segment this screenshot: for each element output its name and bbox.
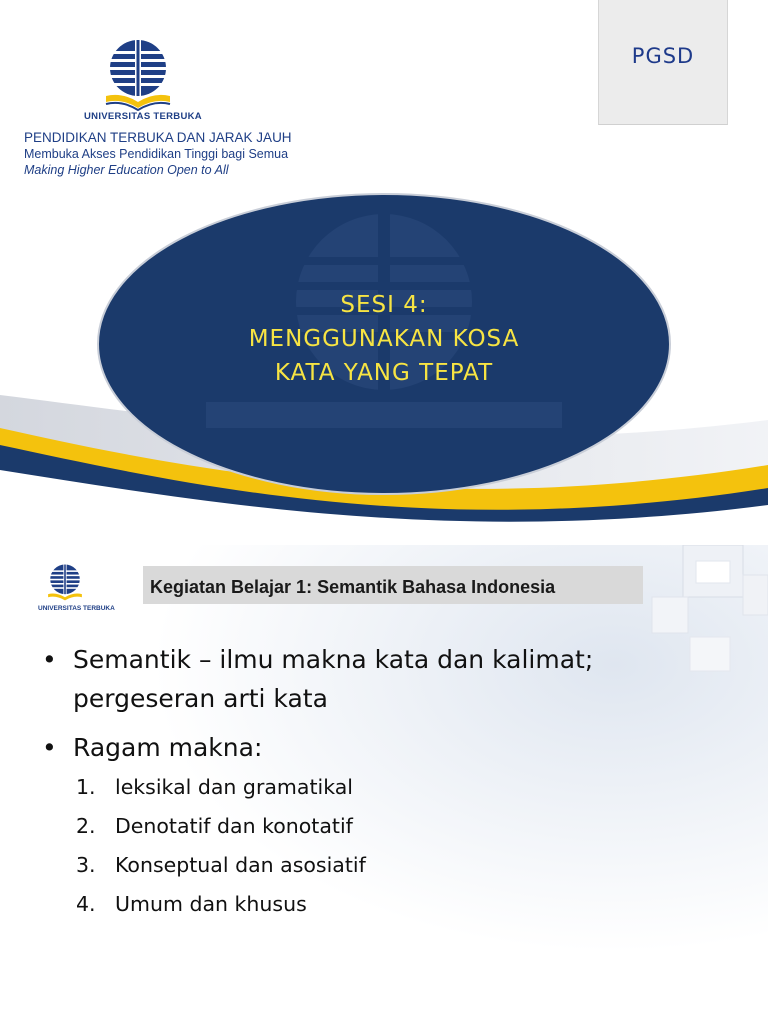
tagline-main: PENDIDIKAN TERBUKA DAN JARAK JAUH bbox=[24, 130, 292, 145]
university-name: UNIVERSITAS TERBUKA bbox=[84, 111, 202, 122]
numbered-item bbox=[76, 807, 676, 846]
item-text: Denotatif dan konotatif bbox=[115, 814, 353, 838]
item-number: 1. bbox=[76, 775, 96, 799]
universitas-terbuka-logo-icon bbox=[102, 38, 174, 112]
tagline-english: Making Higher Education Open to All bbox=[24, 163, 229, 177]
numbered-item bbox=[76, 768, 676, 807]
item-number: 2. bbox=[76, 814, 96, 838]
item-number: 4. bbox=[76, 892, 96, 916]
item-text: Konseptual dan asosiatif bbox=[115, 853, 366, 877]
bullet-text: Ragam makna: bbox=[73, 733, 263, 762]
bullet-item bbox=[40, 728, 740, 767]
session-title bbox=[96, 288, 672, 390]
numbered-item bbox=[76, 885, 676, 924]
content-slide bbox=[0, 545, 768, 1024]
bullet-list bbox=[40, 640, 740, 767]
session-title-line: MENGGUNAKAN KOSA bbox=[248, 326, 520, 352]
numbered-item bbox=[76, 846, 676, 885]
bullet-item bbox=[40, 640, 740, 718]
bullet-text: Semantik – ilmu makna kata dan kalimat; pergeseran arti kata bbox=[73, 645, 594, 713]
item-text: Umum dan khusus bbox=[115, 892, 307, 916]
item-number: 3. bbox=[76, 853, 96, 877]
session-title-line: SESI 4: bbox=[340, 292, 428, 318]
numbered-list bbox=[76, 768, 676, 924]
slide-heading: Kegiatan Belajar 1: Semantik Bahasa Indonesia bbox=[150, 577, 556, 597]
corner-tab-label: PGSD bbox=[631, 44, 695, 68]
item-text: leksikal dan gramatikal bbox=[115, 775, 353, 799]
bullet-icon: • bbox=[42, 733, 57, 762]
university-name-small: UNIVERSITAS TERBUKA bbox=[38, 605, 115, 612]
universitas-terbuka-logo-icon bbox=[46, 563, 84, 603]
bullet-icon: • bbox=[42, 645, 57, 674]
session-title-line: KATA YANG TEPAT bbox=[274, 360, 494, 386]
tagline-sub: Membuka Akses Pendidikan Tinggi bagi Semua bbox=[24, 147, 289, 161]
